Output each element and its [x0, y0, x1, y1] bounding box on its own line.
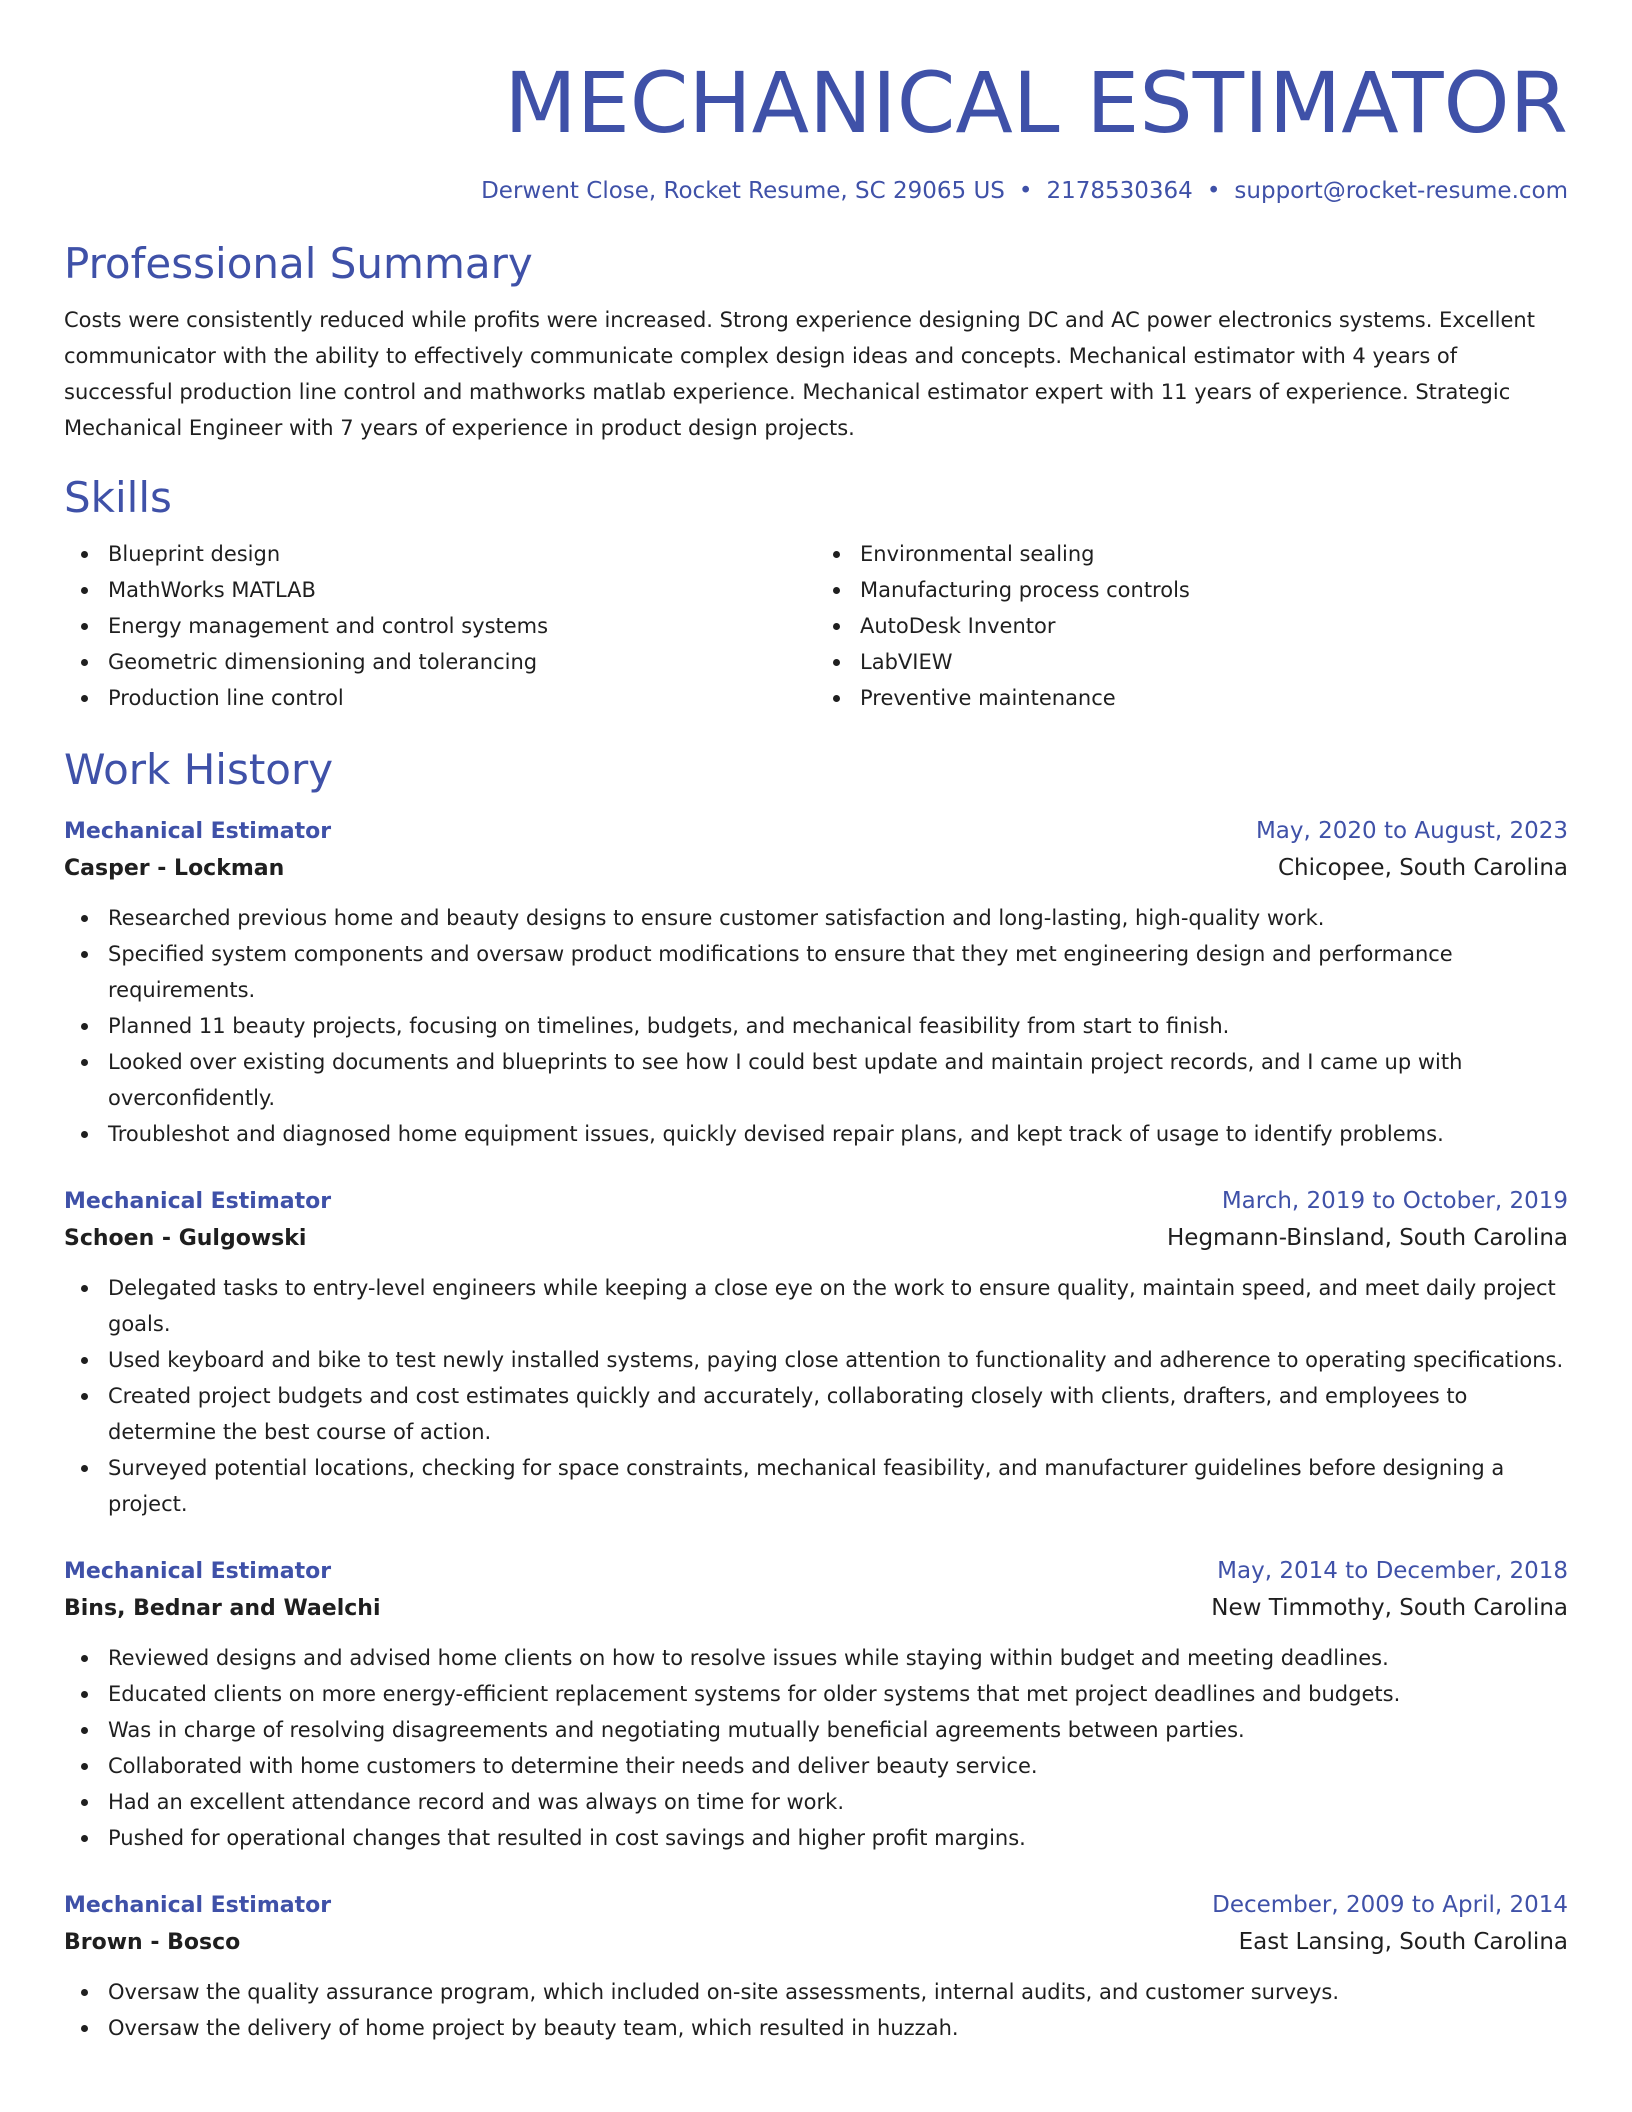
job-location: New Timmothy, South Carolina	[1211, 1595, 1568, 1621]
skill-item: Manufacturing process controls	[860, 572, 1568, 608]
job-title: Mechanical Estimator	[64, 1893, 332, 1918]
work-history-heading: Work History	[64, 745, 334, 794]
skills-heading: Skills	[64, 473, 172, 522]
job-bullet: Created project budgets and cost estimates quickly and accurately, collaborating closely with clients, drafters, and employees to determine the best course of action.	[108, 1378, 1568, 1450]
job-bullet: Pushed for operational changes that resulted in cost savings and higher profit margins.	[108, 1820, 1568, 1856]
job-bullets	[64, 900, 1568, 1152]
job-bullet: Planned 11 beauty projects, focusing on timelines, budgets, and mechanical feasibility from start to finish.	[108, 1008, 1568, 1044]
contact-phone: 2178530364	[1046, 178, 1193, 204]
skill-item: Geometric dimensioning and tolerancing	[108, 644, 816, 680]
job-company: Brown - Bosco	[64, 1930, 241, 1955]
skill-item: Blueprint design	[108, 536, 816, 572]
job-company-row	[64, 1589, 1568, 1628]
job-title-row	[64, 814, 1568, 849]
job-dates: May, 2020 to August, 2023	[1255, 818, 1568, 844]
job-bullets	[64, 1640, 1568, 1856]
contact-separator: •	[1018, 178, 1033, 204]
skill-item: Energy management and control systems	[108, 608, 816, 644]
job-bullets	[64, 1270, 1568, 1522]
job-entry	[64, 1888, 1568, 2046]
skills-list	[64, 536, 1568, 716]
resume-page	[64, 0, 1568, 2112]
skill-item: Production line control	[108, 680, 816, 716]
job-bullet: Looked over existing documents and blueprints to see how I could best update and maintain project records, and I came up with overconfidently.	[108, 1044, 1568, 1116]
job-bullet: Reviewed designs and advised home clients on how to resolve issues while staying within budget and meeting deadlines.	[108, 1640, 1568, 1676]
contact-email: support@rocket-resume.com	[1234, 178, 1568, 204]
job-title-row	[64, 1184, 1568, 1219]
contact-line	[64, 176, 1568, 206]
skill-item: AutoDesk Inventor	[860, 608, 1568, 644]
job-entry	[64, 814, 1568, 1152]
job-bullet: Oversaw the quality assurance program, which included on-site assessments, internal audits, and customer surveys.	[108, 1974, 1568, 2010]
job-dates: December, 2009 to April, 2014	[1212, 1892, 1568, 1918]
summary-text: Costs were consistently reduced while profits were increased. Strong experience designing DC and AC power electronics systems. Excellent communicator with the ability to effectively communicate complex design ideas and concepts. Mechanical estimator with 4 years of successful production line control and mathworks matlab experience. Mechanical estimator expert with 11 years of experience. Strategic Mechanical Engineer with 7 years of experience in product design projects.	[64, 308, 1535, 440]
summary-heading: Professional Summary	[64, 239, 533, 288]
job-bullet: Researched previous home and beauty designs to ensure customer satisfaction and long-lasting, high-quality work.	[108, 900, 1568, 936]
job-company: Schoen - Gulgowski	[64, 1226, 307, 1251]
job-bullet: Was in charge of resolving disagreements and negotiating mutually beneficial agreements between parties.	[108, 1712, 1568, 1748]
job-location: Chicopee, South Carolina	[1277, 855, 1568, 881]
job-dates: March, 2019 to October, 2019	[1221, 1188, 1568, 1214]
job-title: Mechanical Estimator	[64, 1189, 332, 1214]
job-bullet: Specified system components and oversaw product modifications to ensure that they met engineering design and performance requirements.	[108, 936, 1568, 1008]
job-company: Casper - Lockman	[64, 856, 285, 881]
job-company-row	[64, 849, 1568, 888]
job-company-row	[64, 1219, 1568, 1258]
job-bullet: Educated clients on more energy-efficient replacement systems for older systems that met project deadlines and budgets.	[108, 1676, 1568, 1712]
job-company: Bins, Bednar and Waelchi	[64, 1596, 381, 1621]
job-company-row	[64, 1923, 1568, 1962]
job-bullet: Troubleshot and diagnosed home equipment issues, quickly devised repair plans, and kept track of usage to identify problems.	[108, 1116, 1568, 1152]
job-title: Mechanical Estimator	[64, 1559, 332, 1584]
job-bullet: Used keyboard and bike to test newly installed systems, paying close attention to functionality and adherence to operating specifications.	[108, 1342, 1568, 1378]
contact-address: Derwent Close, Rocket Resume, SC 29065 US	[481, 178, 1005, 204]
job-entry	[64, 1554, 1568, 1856]
skill-item: Environmental sealing	[860, 536, 1568, 572]
skill-item: MathWorks MATLAB	[108, 572, 816, 608]
job-bullet: Collaborated with home customers to determine their needs and deliver beauty service.	[108, 1748, 1568, 1784]
skill-item: Preventive maintenance	[860, 680, 1568, 716]
job-title: Mechanical Estimator	[64, 819, 332, 844]
job-bullet: Surveyed potential locations, checking for space constraints, mechanical feasibility, and manufacturer guidelines before designing a project.	[108, 1450, 1568, 1522]
job-location: East Lansing, South Carolina	[1238, 1929, 1568, 1955]
skill-item: LabVIEW	[860, 644, 1568, 680]
job-bullet: Had an excellent attendance record and was always on time for work.	[108, 1784, 1568, 1820]
job-title-row	[64, 1888, 1568, 1923]
skills-column-left	[64, 536, 816, 716]
job-title-row	[64, 1554, 1568, 1589]
job-entry	[64, 1184, 1568, 1522]
job-bullet: Delegated tasks to entry-level engineers while keeping a close eye on the work to ensure quality, maintain speed, and meet daily project goals.	[108, 1270, 1568, 1342]
job-location: Hegmann-Binsland, South Carolina	[1167, 1225, 1568, 1251]
resume-name: MECHANICAL ESTIMATOR	[504, 54, 1568, 152]
job-bullets	[64, 1974, 1568, 2046]
skills-column-right	[816, 536, 1568, 716]
job-dates: May, 2014 to December, 2018	[1217, 1558, 1568, 1584]
job-bullet: Oversaw the delivery of home project by beauty team, which resulted in huzzah.	[108, 2010, 1568, 2046]
contact-separator: •	[1206, 178, 1221, 204]
